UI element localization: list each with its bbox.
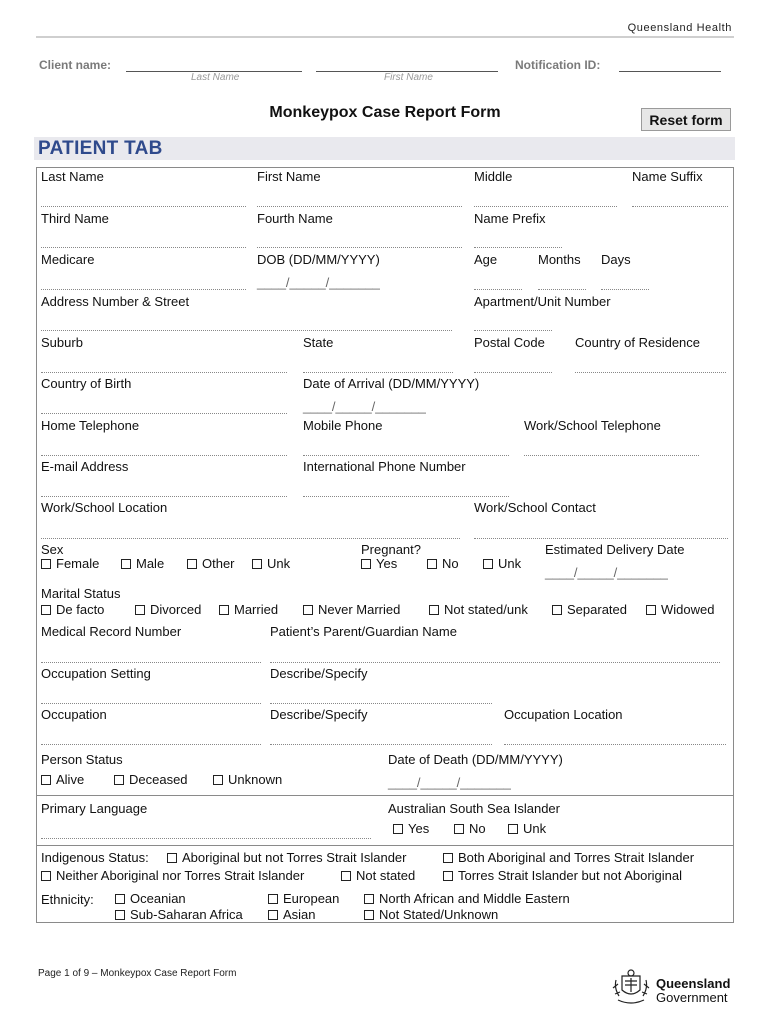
intl-phone-label: International Phone Number: [303, 459, 466, 474]
occupation-setting-label: Occupation Setting: [41, 666, 151, 681]
mrn-input[interactable]: [41, 662, 261, 663]
marital-not-stated-checkbox[interactable]: Not stated/unk: [429, 602, 528, 617]
work-location-label: Work/School Location: [41, 500, 168, 515]
describe-specify-label-1: Describe/Specify: [270, 666, 368, 681]
mobile-phone-label: Mobile Phone: [303, 418, 383, 433]
third-name-label: Third Name: [41, 211, 109, 226]
date-death-label: Date of Death (DD/MM/YYYY): [388, 752, 563, 767]
postal-code-input[interactable]: [474, 372, 552, 373]
third-name-input[interactable]: [41, 247, 246, 248]
status-deceased-checkbox[interactable]: Deceased: [114, 772, 188, 787]
ethnicity-asian-checkbox[interactable]: Asian: [268, 907, 316, 922]
status-alive-checkbox[interactable]: Alive: [41, 772, 84, 787]
primary-language-input[interactable]: [41, 838, 371, 839]
dob-label: DOB (DD/MM/YYYY): [257, 252, 380, 267]
describe-specify-input-1[interactable]: [270, 703, 492, 704]
dob-input[interactable]: ____/_____/_______: [257, 275, 380, 290]
section-divider-1: [37, 795, 733, 796]
suburb-input[interactable]: [41, 372, 287, 373]
name-prefix-label: Name Prefix: [474, 211, 546, 226]
indigenous-neither-checkbox[interactable]: Neither Aboriginal nor Torres Strait Islander: [41, 868, 304, 883]
marital-never-married-checkbox[interactable]: Never Married: [303, 602, 400, 617]
age-label: Age: [474, 252, 498, 267]
marital-married-checkbox[interactable]: Married: [219, 602, 278, 617]
middle-input[interactable]: [474, 206, 617, 207]
apartment-input[interactable]: [474, 330, 552, 331]
medicare-input[interactable]: [41, 289, 246, 290]
days-label: Days: [601, 252, 631, 267]
email-input[interactable]: [41, 496, 287, 497]
home-telephone-label: Home Telephone: [41, 418, 140, 433]
describe-specify-input-2[interactable]: [270, 744, 492, 745]
notification-id-label: Notification ID:: [515, 58, 601, 72]
indigenous-both-checkbox[interactable]: Both Aboriginal and Torres Strait Islander: [443, 850, 694, 865]
state-input[interactable]: [303, 372, 453, 373]
home-telephone-input[interactable]: [41, 455, 287, 456]
ethnicity-oceanian-checkbox[interactable]: Oceanian: [115, 891, 186, 906]
suburb-label: Suburb: [41, 335, 83, 350]
marital-separated-checkbox[interactable]: Separated: [552, 602, 627, 617]
first-name-input[interactable]: [257, 206, 462, 207]
sex-unk-checkbox[interactable]: Unk: [252, 556, 290, 571]
name-suffix-label: Name Suffix: [632, 169, 703, 184]
first-name-label: First Name: [257, 169, 321, 184]
south-sea-label: Australian South Sea Islander: [388, 801, 560, 816]
marital-defacto-checkbox[interactable]: De facto: [41, 602, 104, 617]
indigenous-label: Indigenous Status:: [41, 850, 149, 865]
sex-male-checkbox[interactable]: Male: [121, 556, 164, 571]
first-name-hint: First Name: [384, 72, 433, 83]
state-label: State: [303, 335, 334, 350]
page-footer: Page 1 of 9 – Monkeypox Case Report Form: [38, 968, 237, 979]
occupation-location-input[interactable]: [504, 744, 726, 745]
months-input[interactable]: [538, 289, 586, 290]
work-telephone-label: Work/School Telephone: [524, 418, 661, 433]
apartment-label: Apartment/Unit Number: [474, 294, 611, 309]
south-sea-unk-checkbox[interactable]: Unk: [508, 821, 546, 836]
indigenous-not-stated-checkbox[interactable]: Not stated: [341, 868, 415, 883]
occupation-input[interactable]: [41, 744, 261, 745]
occupation-location-label: Occupation Location: [504, 707, 623, 722]
delivery-date-label: Estimated Delivery Date: [545, 542, 685, 557]
client-name-label: Client name:: [39, 58, 112, 72]
describe-specify-label-2: Describe/Specify: [270, 707, 368, 722]
fourth-name-label: Fourth Name: [257, 211, 333, 226]
age-input[interactable]: [474, 289, 522, 290]
marital-status-label: Marital Status: [41, 586, 121, 601]
logo-text-line1: Queensland: [656, 976, 731, 991]
form-title: Monkeypox Case Report Form: [269, 104, 501, 121]
work-location-input[interactable]: [41, 538, 460, 539]
name-prefix-input[interactable]: [474, 247, 562, 248]
address-input[interactable]: [41, 330, 452, 331]
ethnicity-not-stated-checkbox[interactable]: Not Stated/Unknown: [364, 907, 498, 922]
months-label: Months: [538, 252, 581, 267]
ethnicity-label: Ethnicity:: [41, 892, 94, 907]
address-label: Address Number & Street: [41, 294, 190, 309]
work-contact-label: Work/School Contact: [474, 500, 596, 515]
marital-divorced-checkbox[interactable]: Divorced: [135, 602, 201, 617]
patient-tab-title: PATIENT TAB: [38, 138, 163, 159]
email-label: E-mail Address: [41, 459, 129, 474]
date-arrival-label: Date of Arrival (DD/MM/YYYY): [303, 376, 480, 391]
ethnicity-sub-saharan-checkbox[interactable]: Sub-Saharan Africa: [115, 907, 243, 922]
middle-label: Middle: [474, 169, 513, 184]
country-residence-label: Country of Residence: [575, 335, 701, 350]
medicare-label: Medicare: [41, 252, 95, 267]
coat-of-arms-icon: [610, 968, 652, 1008]
sex-label: Sex: [41, 542, 64, 557]
work-telephone-input[interactable]: [524, 455, 699, 456]
pregnant-label: Pregnant?: [361, 542, 421, 557]
last-name-hint: Last Name: [191, 72, 240, 83]
date-arrival-input[interactable]: ____/_____/_______: [303, 399, 426, 414]
name-suffix-input[interactable]: [632, 206, 728, 207]
days-input[interactable]: [601, 289, 649, 290]
status-unknown-checkbox[interactable]: Unknown: [213, 772, 282, 787]
pregnant-yes-checkbox[interactable]: Yes: [361, 556, 397, 571]
last-name-input[interactable]: [41, 206, 246, 207]
mobile-phone-input[interactable]: [303, 455, 509, 456]
section-divider-2: [37, 845, 733, 846]
fourth-name-input[interactable]: [257, 247, 462, 248]
south-sea-yes-checkbox[interactable]: Yes: [393, 821, 429, 836]
postal-code-label: Postal Code: [474, 335, 545, 350]
date-death-input[interactable]: ____/_____/_______: [388, 775, 511, 790]
mrn-label: Medical Record Number: [41, 624, 182, 639]
country-birth-input[interactable]: [41, 413, 287, 414]
org-name: Queensland Health: [627, 22, 732, 34]
pregnant-unk-checkbox[interactable]: Unk: [483, 556, 521, 571]
person-status-label: Person Status: [41, 752, 123, 767]
queensland-government-logo: [610, 968, 734, 1008]
country-residence-input[interactable]: [575, 372, 726, 373]
ethnicity-european-checkbox[interactable]: European: [268, 891, 339, 906]
occupation-setting-input[interactable]: [41, 703, 261, 704]
work-contact-input[interactable]: [474, 538, 728, 539]
indigenous-aboriginal-checkbox[interactable]: Aboriginal but not Torres Strait Islander: [167, 850, 407, 865]
header-divider: [36, 36, 734, 38]
south-sea-no-checkbox[interactable]: No: [454, 821, 486, 836]
logo-text-line2: Government: [656, 990, 728, 1005]
intl-phone-input[interactable]: [303, 496, 509, 497]
marital-widowed-checkbox[interactable]: Widowed: [646, 602, 714, 617]
pregnant-no-checkbox[interactable]: No: [427, 556, 459, 571]
ethnicity-north-african-checkbox[interactable]: North African and Middle Eastern: [364, 891, 570, 906]
last-name-label: Last Name: [41, 169, 104, 184]
primary-language-label: Primary Language: [41, 801, 148, 816]
indigenous-torres-strait-checkbox[interactable]: Torres Strait Islander but not Aboriginal: [443, 868, 682, 883]
guardian-label: Patient’s Parent/Guardian Name: [270, 624, 457, 639]
delivery-date-input[interactable]: ____/_____/_______: [545, 565, 668, 580]
occupation-label: Occupation: [41, 707, 107, 722]
reset-form-button[interactable]: Reset form: [641, 108, 731, 131]
sex-other-checkbox[interactable]: Other: [187, 556, 235, 571]
guardian-input[interactable]: [270, 662, 720, 663]
country-birth-label: Country of Birth: [41, 376, 132, 391]
notification-id-input[interactable]: [619, 71, 721, 72]
sex-female-checkbox[interactable]: Female: [41, 556, 99, 571]
